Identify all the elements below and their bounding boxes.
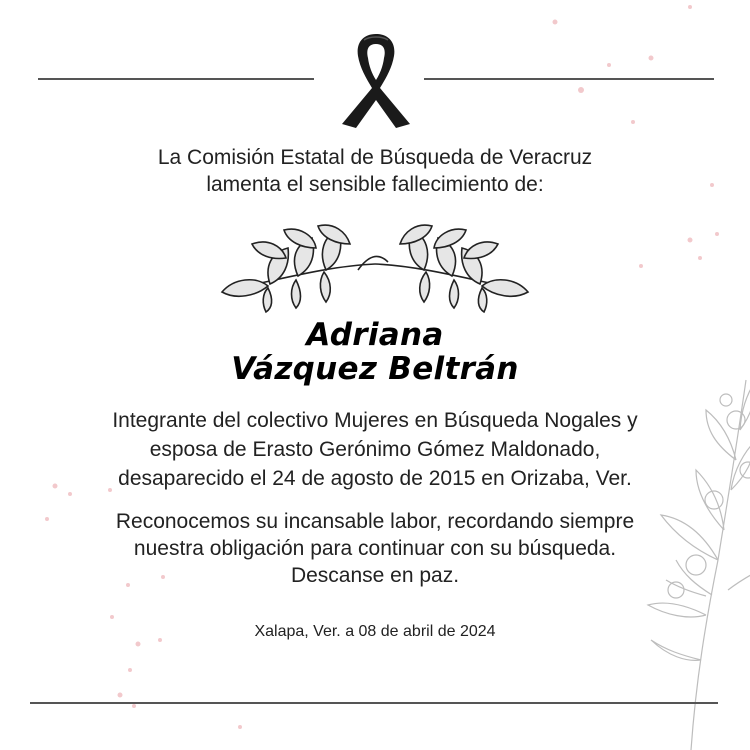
name-first: Adriana	[306, 317, 444, 353]
paragraph-line: esposa de Erasto Gerónimo Gómez Maldonado,	[149, 438, 601, 461]
intro-line: La Comisión Estatal de Búsqueda de Veracruz	[157, 146, 593, 169]
intro-text	[0, 144, 750, 198]
paragraph-line: desaparecido el 24 de agosto de 2015 en Orizaba, Ver.	[118, 467, 632, 490]
paragraph-line: Descanse en paz.	[290, 564, 460, 587]
laurel-branch-icon	[218, 222, 532, 314]
intro-line: lamenta el sensible fallecimiento de:	[206, 173, 544, 196]
top-right-divider	[424, 78, 714, 80]
top-left-divider	[38, 78, 314, 80]
paragraph-line: nuestra obligación para continuar con su búsqueda.	[133, 537, 617, 560]
body-paragraph-1	[0, 406, 750, 493]
body-paragraph-2	[0, 508, 750, 589]
name-last: Vázquez Beltrán	[231, 351, 519, 387]
paragraph-line: Integrante del colectivo Mujeres en Búsqueda Nogales y	[112, 409, 638, 432]
mourning-ribbon-icon	[334, 28, 418, 132]
deceased-name	[0, 318, 750, 386]
place-and-date: Xalapa, Ver. a 08 de abril de 2024	[254, 623, 496, 640]
bottom-divider	[30, 702, 718, 704]
paragraph-line: Reconocemos su incansable labor, recordando siempre	[115, 510, 635, 533]
